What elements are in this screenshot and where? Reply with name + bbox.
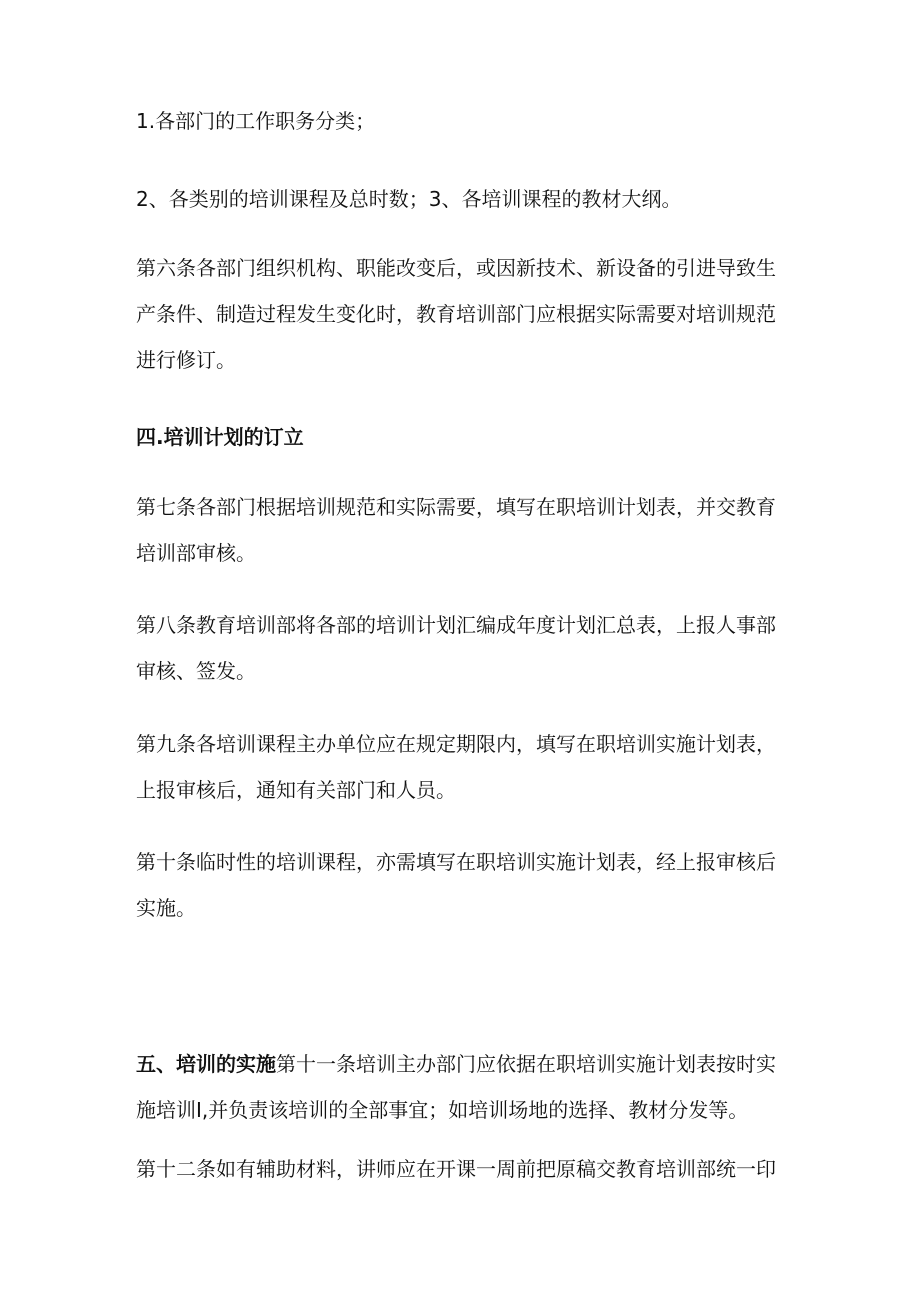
paragraph-course-categories: 2、各类别的培训课程及总时数；3、各培训课程的教材大纲。 (136, 187, 682, 211)
paragraph-article-6: 第六条各部门组织机构、职能改变后，或因新技术、新设备的引进导致生产条件、制造过程发生变化时，教育培训部门应根据实际需要对培训规范进行修订。 (136, 256, 776, 372)
paragraph-article-11: 第十一条培训主办部门应依据在职培训实施计划表按时实施培训I,并负责该培训的全部事宜；如培训场地的选择、教材分发等。 (136, 1052, 776, 1122)
paragraph-job-classification: 1.各部门的工作职务分类； (136, 109, 376, 133)
section-heading-plan: 四.培训计划的订立 (136, 425, 304, 449)
paragraph-section-implementation (136, 1041, 786, 1133)
paragraph-article-7: 第七条各部门根据培训规范和实际需要，填写在职培训计划表，并交教育培训部审核。 (136, 495, 776, 565)
paragraph-article-10: 第十条临时性的培训课程，亦需填写在职培训实施计划表，经上报审核后实施。 (136, 850, 776, 920)
paragraph-article-8: 第八条教育培训部将各部的培训计划汇编成年度计划汇总表，上报人事部审核、签发。 (136, 613, 776, 683)
paragraph-article-9: 第九条各培训课程主办单位应在规定期限内，填写在职培训实施计划表，上报审核后，通知有关部门和人员。 (136, 732, 776, 802)
section-heading-implementation: 五、培训的实施 (136, 1052, 276, 1076)
paragraph-article-12: 第十二条如有辅助材料，讲师应在开课一周前把原稿交教育培训部统一印 (136, 1157, 776, 1181)
